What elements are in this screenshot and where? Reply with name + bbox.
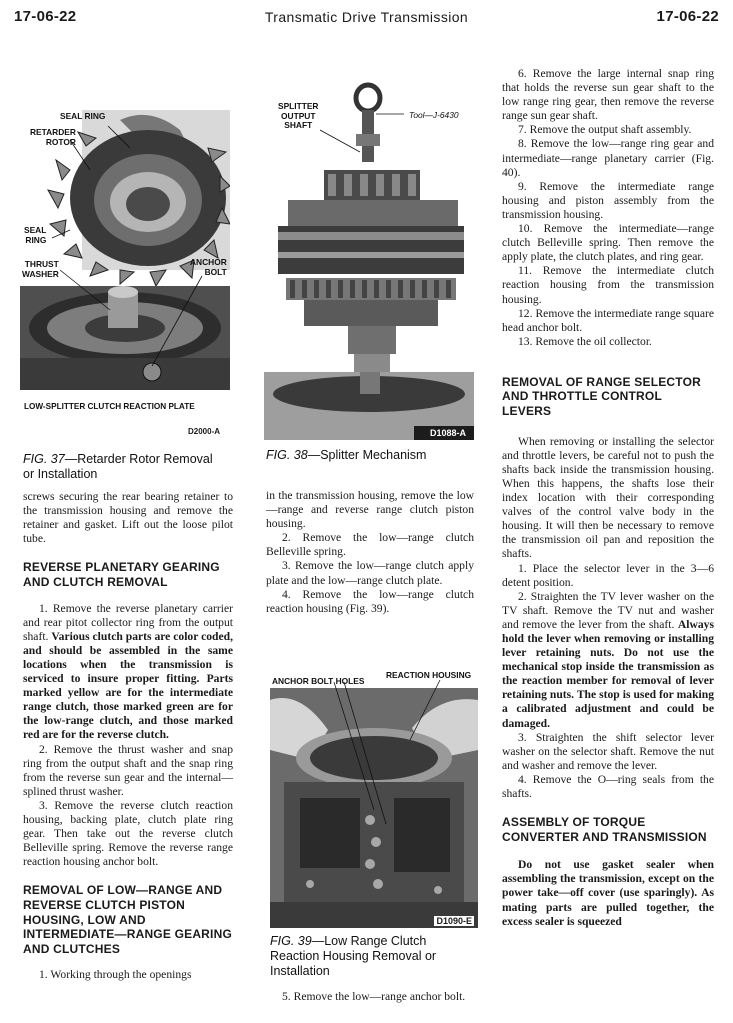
heading-range-selector: REMOVAL OF RANGE SELECTOR AND THROTTLE CONTROL LEVERS [502,374,702,419]
heading-low-range-removal: REMOVAL OF LOW—RANGE AND REVERSE CLUTCH PISTON HOUSING, LOW AND INTERMEDIATE—RANGE GEARING AND CLUTCHES [23,883,232,956]
figure-37-caption [23,452,223,482]
column-left [23,490,233,982]
step-reverse-1-note: Various clutch parts are color coded, and should be assembled in the same locations when the transmission is serviced to insure proper fitting. Parts marked yellow are for the intermediate range clutch, those marked green are for the low-range clutch, and those marked red are for the reverse clutch. [23,629,233,742]
step-13: 13. Remove the oil collector. [518,334,652,348]
column-right [502,67,714,929]
figure-37-caption-number: FIG. 37 [23,452,65,466]
label-tool: Tool—J-6430 [409,110,459,120]
step-lever-1: 1. Place the selector lever in the 3—6 detent position. [502,561,714,589]
page-title: Transmatic Drive Transmission [264,9,469,25]
column-middle-bottom [266,990,478,1004]
step-low-range-5: 5. Remove the low—range anchor bolt. [282,990,466,1003]
figure-38-caption [266,448,474,463]
step-reverse-3: 3. Remove the reverse clutch reaction housing, backing plate, clutch plate ring gear. Then take out the reverse clutch Belleville spring. Remove the reverse range reaction housing anchor bolt. [23,798,233,869]
step-lever-2 [502,590,714,731]
step-reverse-2: 2. Remove the thrust washer and snap ring from the output shaft and the snap ring from the reverse sun gear and the internal—splined thrust washer. [23,742,233,798]
label-seal-ring-top: SEAL RING [60,111,106,121]
step-8: 8. Remove the low—range ring gear and intermediate—range planetary carrier (Fig. 40). [502,137,714,179]
step-lever-2-text: 2. Straighten the TV lever washer on the TV shaft. Remove the TV nut and washer and remove the lever from the shaft. [502,589,714,631]
heading-assembly: ASSEMBLY OF TORQUE CONVERTER AND TRANSMISSION [502,815,707,844]
step-12: 12. Remove the intermediate range square head anchor bolt. [502,306,714,334]
figure-38-code: D1088-A [429,428,466,438]
figure-37-code: D2000-A [188,427,221,436]
assembly-note-text: Do not use gasket sealer when assembling the transmission, except on the power take—off cover (use sparingly). As mating parts are pulled together, the excess sealer is squeezed [502,858,714,928]
label-seal-ring-left: SEAL RING [24,225,47,245]
label-thrust-washer: THRUST WASHER [22,259,59,279]
step-reverse-1-text: 1. Remove the reverse planetary carrier and rear pitot collector ring from the output shaft. [23,601,233,643]
figure-37-caption-text: —Retarder Rotor Removal or Installation [23,452,213,481]
step-low-range-2: 2. Remove the low—range clutch Belleville spring. [266,531,474,559]
step-lever-2-note: Always hold the lever when removing or installing lever retaining nuts. Do not use the mechanical stop inside the transmission as the reaction member for removal of lever retaining nuts. The stop is used for making a calibrated adjustment and could be damaged. [502,617,714,730]
label-low-splitter-plate: LOW-SPLITTER CLUTCH REACTION PLATE [24,402,195,411]
figure-37-photo [20,110,230,412]
label-retarder-rotor: RETARDER ROTOR [30,127,76,147]
figure-38-photo [264,82,474,440]
step-low-range-3: 3. Remove the low—range clutch apply plate and the low—range clutch plate. [266,559,474,587]
figure-39-code: D1090-E [436,916,472,926]
label-reaction-housing: REACTION HOUSING [386,670,472,680]
step-lever-3: 3. Straighten the shift selector lever washer on the selector shaft. Remove the nut and washer and remove the lever. [502,730,714,772]
page-number-left: 17-06-22 [14,8,77,25]
step-reverse-1 [23,602,233,743]
figure-39-caption-number: FIG. 39 [270,934,312,948]
step-9: 9. Remove the intermediate range housing and piston assembly from the transmission housing. [502,179,714,221]
step-11: 11. Remove the intermediate clutch reaction housing from the transmission housing. [502,264,714,306]
figure-39-photo [270,670,478,928]
figure-38-caption-number: FIG. 38 [266,448,308,462]
step-low-range-1-cont: in the transmission housing, remove the low—range and reverse range clutch piston housing. [266,489,474,531]
paragraph-assembly-note [502,858,714,928]
label-anchor-bolt: ANCHOR BOLT [190,257,227,277]
label-anchor-bolt-holes: ANCHOR BOLT HOLES [272,676,365,686]
paragraph-levers-intro: When removing or installing the selector and throttle levers, be careful not to push the shafts back inside the transmission housing. When this happens, the shafts lose their index location with their corresponding valves of the control valve body in the housing. It will then be necessary to remove the transmission oil pan and reposition the shafts. [502,434,714,561]
heading-reverse-planetary: REVERSE PLANETARY GEARING AND CLUTCH REMOVAL [23,560,220,589]
paragraph-intro-left: screws securing the rear bearing retainer to the transmission housing and remove the retainer and gasket. Lift out the loose pilot tube. [23,490,233,546]
step-low-range-1: 1. Working through the openings [39,968,192,982]
step-lever-4: 4. Remove the O—ring seals from the shafts. [502,772,714,800]
label-splitter-output-shaft: SPLITTER OUTPUT SHAFT [278,101,319,130]
step-6: 6. Remove the large internal snap ring that holds the reverse sun gear shaft to the low range ring gear, then remove the reverse range sun gear shaft. [502,67,714,123]
step-10: 10. Remove the intermediate—range clutch Belleville spring. Then remove the apply plate, the clutch plates, and ring gear. [502,222,714,264]
page-header [14,8,719,30]
column-middle [266,489,474,616]
page-number-right: 17-06-22 [656,8,719,25]
figure-38-caption-text: —Splitter Mechanism [307,448,427,462]
figure-39-caption [270,934,475,979]
step-low-range-4: 4. Remove the low—range clutch reaction housing (Fig. 39). [266,587,474,615]
reaction-housing-photo [270,670,478,928]
figure-39-caption-text: —Low Range Clutch Reaction Housing Removal or Installation [270,934,437,978]
splitter-mechanism-photo [264,82,474,440]
step-7: 7. Remove the output shaft assembly. [518,123,692,137]
